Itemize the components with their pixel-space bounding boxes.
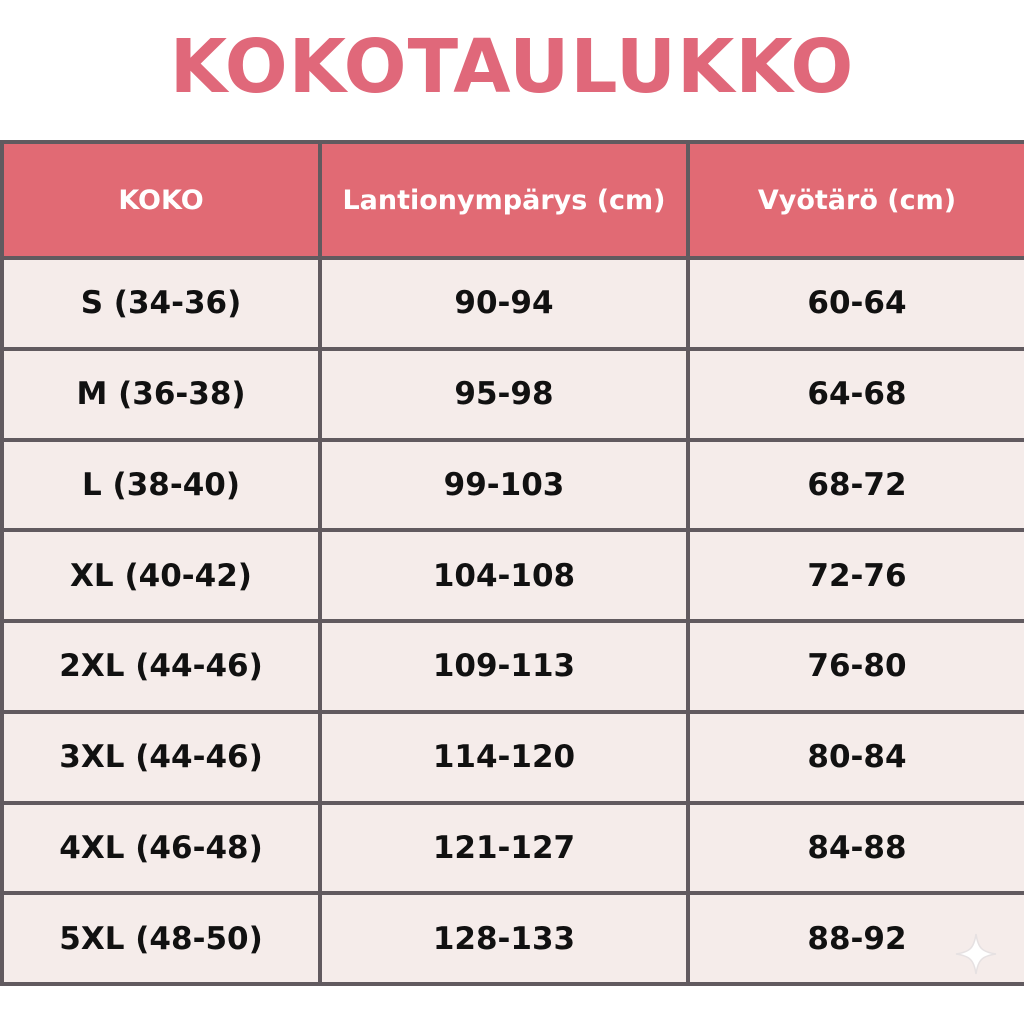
cell-hip: 128-133 [320, 893, 688, 984]
cell-size: S (34-36) [2, 258, 320, 349]
cell-size: 5XL (48-50) [2, 893, 320, 984]
table-header-row [2, 142, 1024, 258]
table-row [2, 893, 1024, 984]
cell-waist: 84-88 [688, 803, 1024, 894]
table-row [2, 803, 1024, 894]
cell-waist: 60-64 [688, 258, 1024, 349]
cell-hip: 99-103 [320, 440, 688, 531]
sparkle-icon [954, 932, 998, 976]
cell-waist: 80-84 [688, 712, 1024, 803]
cell-size: M (36-38) [2, 349, 320, 440]
cell-hip: 114-120 [320, 712, 688, 803]
table-row [2, 349, 1024, 440]
page-title: KOKOTAULUKKO [169, 24, 855, 110]
size-table [0, 140, 1024, 986]
table-row [2, 530, 1024, 621]
header-hip: Lantionympärys (cm) [320, 142, 688, 258]
cell-waist: 88-92 [688, 893, 1024, 984]
cell-hip: 95-98 [320, 349, 688, 440]
cell-waist: 76-80 [688, 621, 1024, 712]
cell-hip: 121-127 [320, 803, 688, 894]
cell-size: 2XL (44-46) [2, 621, 320, 712]
cell-hip: 90-94 [320, 258, 688, 349]
table-row [2, 258, 1024, 349]
header-waist: Vyötärö (cm) [688, 142, 1024, 258]
cell-size: 4XL (46-48) [2, 803, 320, 894]
cell-waist: 68-72 [688, 440, 1024, 531]
cell-size: XL (40-42) [2, 530, 320, 621]
cell-hip: 104-108 [320, 530, 688, 621]
table-row [2, 440, 1024, 531]
header-size: KOKO [2, 142, 320, 258]
size-table-container [0, 140, 1024, 986]
cell-waist: 64-68 [688, 349, 1024, 440]
cell-waist: 72-76 [688, 530, 1024, 621]
cell-size: 3XL (44-46) [2, 712, 320, 803]
table-row [2, 712, 1024, 803]
cell-size: L (38-40) [2, 440, 320, 531]
cell-hip: 109-113 [320, 621, 688, 712]
table-row [2, 621, 1024, 712]
